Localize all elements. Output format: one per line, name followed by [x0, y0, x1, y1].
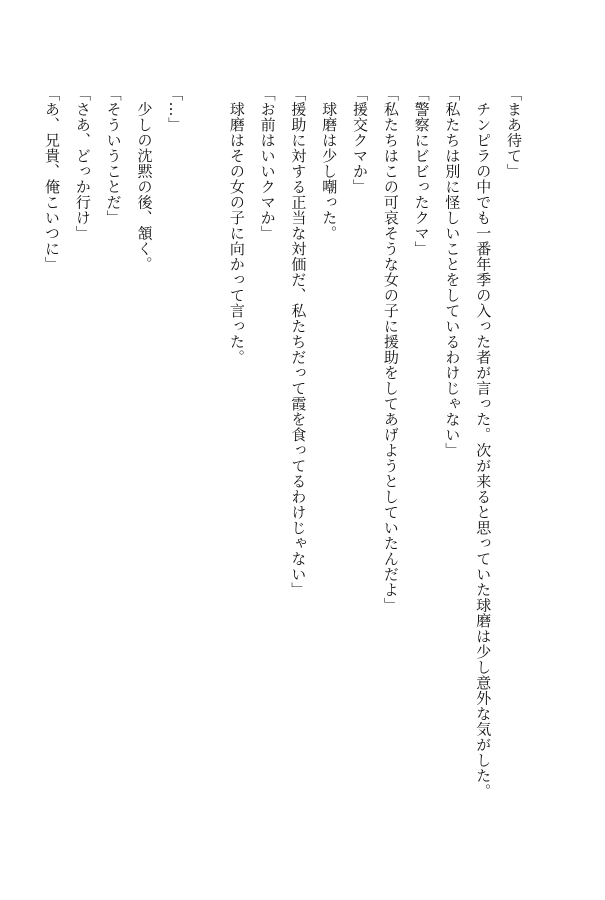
- vertical-text-body: [36, 86, 529, 826]
- text-line: 「援助に対する正当な対価だ、私たちだって霞を食ってるわけじゃない」: [289, 86, 308, 598]
- text-line: 「まあ待て」: [505, 86, 523, 179]
- text-line: 「あ、兄貴、俺こいつに」: [43, 86, 62, 272]
- text-line: 「私たちは別に怪しいことをしているわけじゃない」: [443, 86, 462, 458]
- text-line: 「…」: [166, 86, 185, 133]
- text-line: 「そういうことだ」: [104, 86, 123, 226]
- text-line: 「お前はいいクマか」: [258, 86, 277, 241]
- text-line: 「警察にビビったクマ」: [412, 86, 431, 257]
- text-line: 球磨は少し嘲った。: [320, 86, 339, 241]
- text-line: 「私たちはこの可哀そうな女の子に援助をしてあげようとしていたんだよ」: [381, 86, 400, 613]
- text-line: 球磨はその女の子に向かって言った。: [227, 86, 246, 365]
- text-line: 「援交クマか」: [351, 86, 370, 195]
- blank-line: [190, 86, 221, 826]
- text-line: 「さあ、どっか行け」: [73, 86, 92, 241]
- text-line: 少しの沈黙の後、頷く。: [135, 86, 154, 272]
- text-line: チンピラの中でも一番年季の入った者が言った。次が来ると思っていた球磨は少し意外な気がした。: [474, 86, 493, 799]
